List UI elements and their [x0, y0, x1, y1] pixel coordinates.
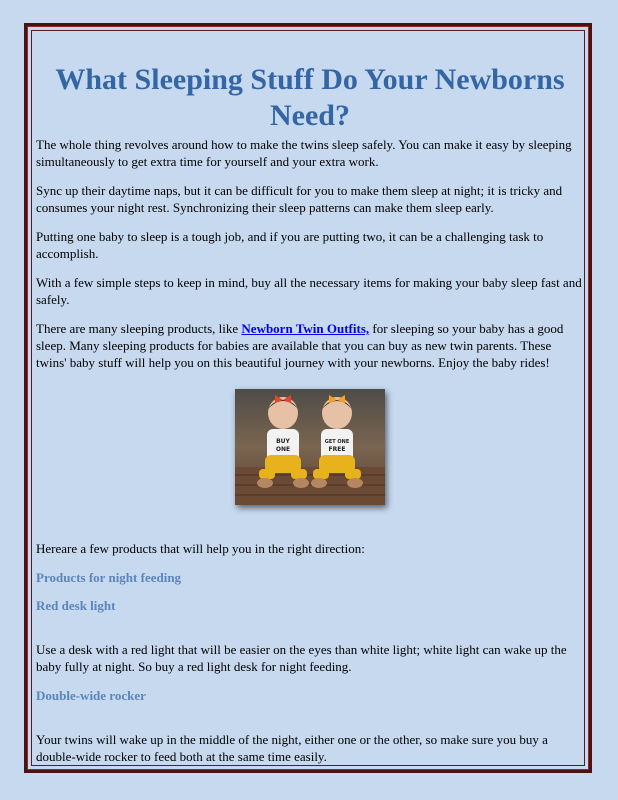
- item-text-double-wide-rocker: Your twins will wake up in the middle of the night, either one or the other, so make sure you buy a double-wide rocker to feed both at the same time easily.: [36, 732, 548, 764]
- right-shirt-text-1: GET ONE: [324, 439, 350, 445]
- spacer: [36, 625, 584, 641]
- paragraph-5: [36, 320, 584, 371]
- paragraph-5-before: There are many sleeping products, like: [36, 321, 242, 336]
- paragraph-2: Sync up their daytime naps, but it can be difficult for you to make them sleep at night; it is tricky and consumes your night rest. Synchronizing their sleep patterns can make them sleep early.: [36, 183, 563, 215]
- item-text-red-desk-light: Use a desk with a red light that will be easier on the eyes than white light; white light can wake up the baby fully at night. So buy a red light desk for night feeding.: [36, 642, 567, 674]
- paragraph-1: The whole thing revolves around how to make the twins sleep safely. You can make it easy by sleeping simultaneously to get extra time for yourself and your extra work.: [36, 137, 572, 169]
- left-shirt-text-2: ONE: [275, 446, 291, 453]
- paragraph-5-after: for sleeping so your baby has a good sleep. Many sleeping products for babies are available that you can buy as new twin parents. These twins' baby stuff will help you on this beautiful journey with your newborns. Enjoy the baby rides!: [36, 321, 564, 370]
- twins-photo-illustration: [235, 389, 385, 505]
- paragraph-3: Putting one baby to sleep is a tough job, and if you are putting two, it can be a challenging task to accomplish.: [36, 229, 544, 261]
- newborn-twin-outfits-link[interactable]: Newborn Twin Outfits,: [241, 321, 370, 336]
- twins-photo: [235, 389, 385, 505]
- section-heading-night-feeding: Products for night feeding: [36, 570, 182, 585]
- right-shirt-text-2: FREE: [328, 446, 346, 453]
- left-shirt-text-1: BUY: [276, 438, 290, 445]
- page-title: What Sleeping Stuff Do Your Newborns Need?: [55, 63, 565, 132]
- item-heading-red-desk-light: Red desk light: [36, 598, 116, 613]
- item-heading-double-wide-rocker: Double-wide rocker: [36, 688, 146, 703]
- document-body: [36, 62, 584, 777]
- paragraph-4: With a few simple steps to keep in mind, buy all the necessary items for making your baby sleep fast and safely.: [36, 275, 582, 307]
- spacer: [36, 715, 584, 731]
- list-intro: Hereare a few products that will help you in the right direction:: [36, 541, 365, 556]
